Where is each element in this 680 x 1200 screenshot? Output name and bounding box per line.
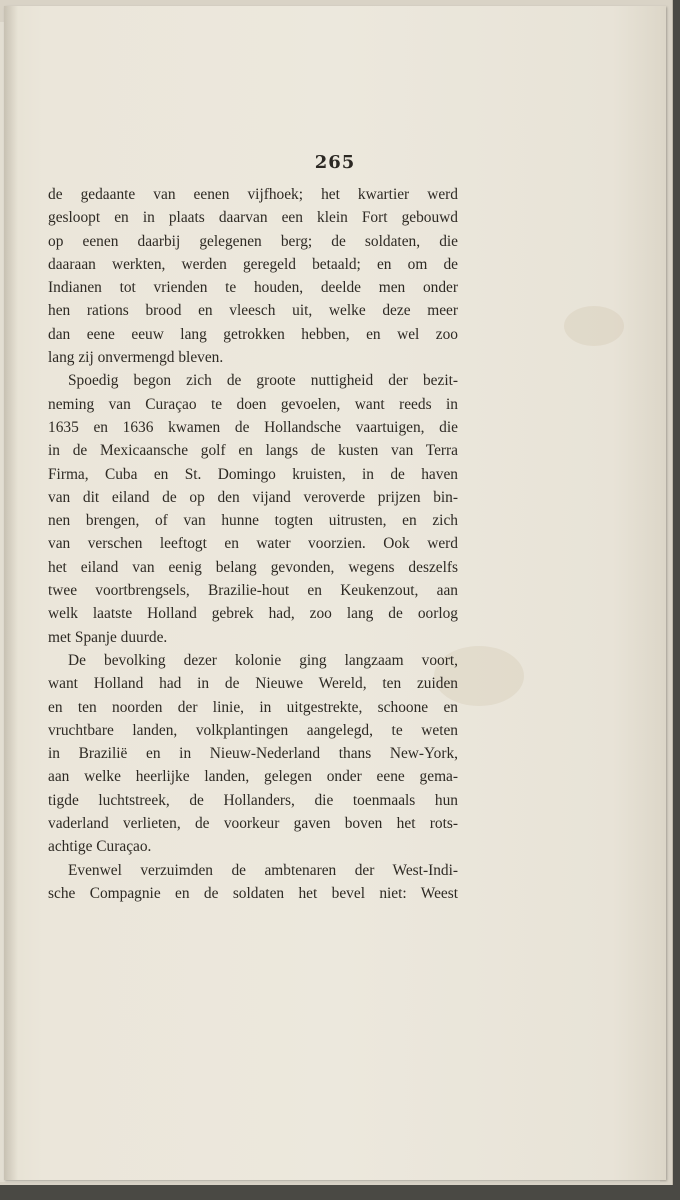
text-line: in de Mexicaansche golf en langs de kusten van Terra (48, 442, 458, 460)
text-line: Evenwel verzuimden de ambtenaren der West-Indi- (68, 861, 458, 879)
text-line: lang zij onvermengd bleven. (48, 349, 224, 367)
text-line: in Brazilië en in Nieuw-Nederland thans New-York, (48, 745, 458, 763)
text-line: neming van Curaçao te doen gevoelen, want reeds in (48, 395, 458, 413)
paper-stain (564, 306, 624, 346)
text-line: aan welke heerlijke landen, gelegen onder eene gema- (48, 768, 458, 786)
text-line: Spoedig begon zich de groote nuttigheid der bezit- (68, 372, 458, 390)
text-line: van dit eiland de op den vijand veroverde prijzen bin- (48, 488, 458, 506)
text-line: want Holland had in de Nieuwe Wereld, ten zuiden (48, 675, 458, 693)
book-page (4, 6, 666, 1180)
text-line: en ten noorden der linie, in uitgestrekte, schoone en (48, 698, 458, 716)
text-line: sche Compagnie en de soldaten het bevel niet: Weest (48, 884, 458, 902)
body-text (48, 183, 458, 905)
text-line: daaraan werkten, werden geregeld betaald; en om de (48, 255, 458, 273)
text-line: vaderland verlieten, de voorkeur gaven boven het rots- (48, 815, 458, 833)
text-line: vruchtbare landen, volkplantingen aangelegd, te weten (48, 721, 458, 739)
text-line: nen brengen, of van hunne togten uitrusten, en zich (48, 512, 458, 530)
text-line: De bevolking dezer kolonie ging langzaam voort, (68, 651, 458, 669)
text-line: van verschen leeftogt en water voorzien. Ook werd (48, 535, 458, 553)
text-line: met Spanje duurde. (48, 628, 168, 646)
text-line: Firma, Cuba en St. Domingo kruisten, in de haven (48, 465, 458, 483)
text-line: dan eene eeuw lang getrokken hebben, en wel zoo (48, 325, 458, 343)
text-line: 1635 en 1636 kwamen de Hollandsche vaartuigen, die (48, 418, 458, 436)
text-line: op eenen daarbij gelegenen berg; de soldaten, die (48, 232, 458, 250)
text-line: tigde luchtstreek, de Hollanders, die toenmaals hun (48, 791, 458, 809)
text-line: hen rations brood en vleesch uit, welke deze meer (48, 302, 458, 320)
text-line: achtige Curaçao. (48, 838, 152, 856)
page-number: 265 (314, 152, 356, 173)
text-line: de gedaante van eenen vijfhoek; het kwartier werd (48, 186, 458, 203)
text-line: welk laatste Holland gebrek had, zoo lang de oorlog (48, 605, 458, 623)
text-line: het eiland van eenig belang gevonden, wegens deszelfs (48, 558, 458, 576)
text-line: gesloopt en in plaats daarvan een klein Fort gebouwd (48, 209, 458, 227)
gutter-shadow (4, 6, 18, 1180)
text-line: Indianen tot vrienden te houden, deelde men onder (48, 279, 458, 297)
text-line: twee voortbrengsels, Brazilie-hout en Keukenzout, aan (48, 582, 458, 600)
